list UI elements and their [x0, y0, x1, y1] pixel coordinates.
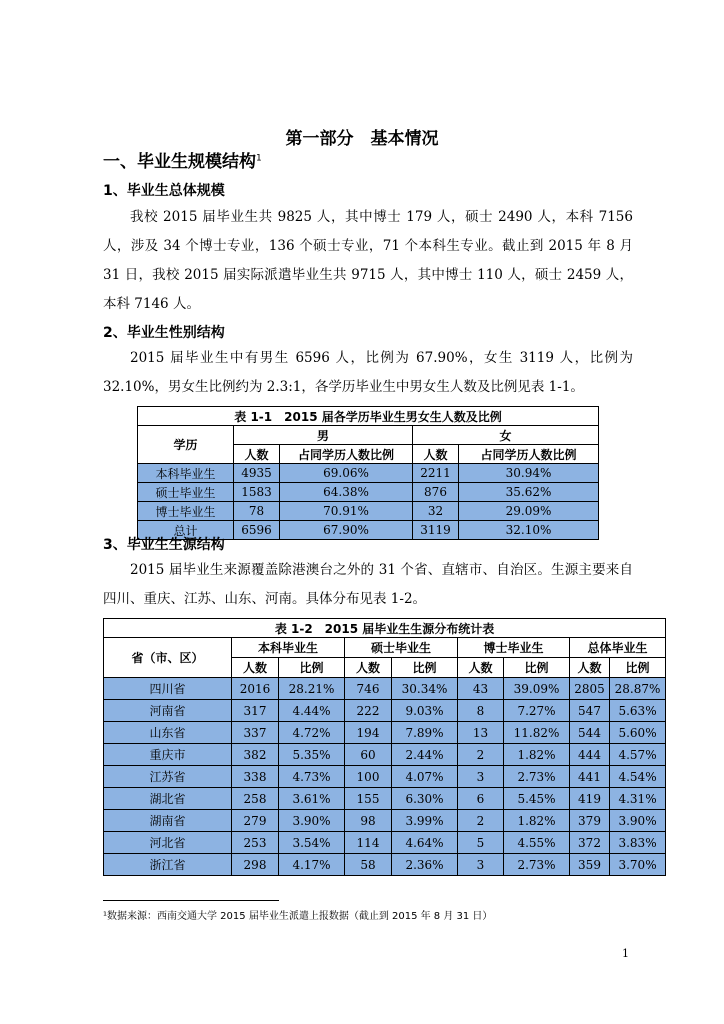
table-cell: 43: [458, 678, 504, 700]
subheading-overall-scale: 1、毕业生总体规模: [103, 183, 225, 199]
table-cell: 3.90%: [279, 810, 345, 832]
table2-header-undergrad: 本科毕业生: [232, 638, 345, 658]
table-cell: 372: [570, 832, 610, 854]
table-row: [104, 766, 666, 788]
table-cell: 5.60%: [610, 722, 666, 744]
table2-header-ratio: 比例: [392, 658, 458, 678]
table-cell: 222: [345, 700, 392, 722]
subheading-gender-structure: 2、毕业生性别结构: [103, 325, 225, 341]
subheading-source-structure: 3、毕业生生源结构: [103, 537, 225, 553]
table-cell: 6596: [234, 521, 280, 540]
table-cell: 9.03%: [392, 700, 458, 722]
table-cell: 253: [232, 832, 279, 854]
table-cell: 317: [232, 700, 279, 722]
table-cell: 441: [570, 766, 610, 788]
table-cell: 博士毕业生: [138, 502, 234, 521]
page-title: 第一部分 基本情况: [285, 129, 439, 149]
table-cell: 114: [345, 832, 392, 854]
table-row: [138, 502, 599, 521]
table1-header-female-count: 人数: [413, 445, 459, 464]
table1-caption: 表 1-1 2015 届各学历毕业生男女生人数及比例: [138, 407, 599, 426]
table-cell: 8: [458, 700, 504, 722]
table-cell: 337: [232, 722, 279, 744]
table-cell: 江苏省: [104, 766, 232, 788]
paragraph-gender-structure: 2015 届毕业生中有男生 6596 人，比例为 67.90%，女生 3119 人，比例为 32.10%，男女生比例约为 2.3:1，各学历毕业生中男女生人数及比例见表 1-1。: [103, 350, 633, 395]
table-cell: 3.70%: [610, 854, 666, 876]
table-cell: 3.99%: [392, 810, 458, 832]
table-cell: 3: [458, 854, 504, 876]
table-row: [104, 854, 666, 876]
table-cell: 547: [570, 700, 610, 722]
table-cell: 35.62%: [459, 483, 599, 502]
table-cell: 2805: [570, 678, 610, 700]
table-cell: 本科毕业生: [138, 464, 234, 483]
table-cell: 总计: [138, 521, 234, 540]
table-cell: 98: [345, 810, 392, 832]
table-source-distribution: [103, 618, 666, 876]
table-cell: 4.17%: [279, 854, 345, 876]
footnote: ¹数据来源：西南交通大学 2015 届毕业生派遣上报数据（截止到 2015 年 8 月 31 日）: [103, 911, 493, 922]
table-cell: 5.35%: [279, 744, 345, 766]
table-cell: 379: [570, 810, 610, 832]
table2-header-ratio: 比例: [279, 658, 345, 678]
table1-header-degree: 学历: [138, 426, 234, 464]
table-cell: 4.73%: [279, 766, 345, 788]
table-row: [138, 483, 599, 502]
table-cell: 山东省: [104, 722, 232, 744]
table-cell: 2.73%: [504, 766, 570, 788]
table-cell: 4.72%: [279, 722, 345, 744]
table-cell: 2: [458, 744, 504, 766]
table-cell: 2.73%: [504, 854, 570, 876]
table-cell: 6.30%: [392, 788, 458, 810]
table-cell: 279: [232, 810, 279, 832]
page-number: 1: [622, 947, 629, 960]
table-cell: 13: [458, 722, 504, 744]
table-cell: 876: [413, 483, 459, 502]
table-cell: 28.21%: [279, 678, 345, 700]
table-cell: 298: [232, 854, 279, 876]
table-cell: 3.83%: [610, 832, 666, 854]
table-cell: 湖北省: [104, 788, 232, 810]
table-cell: 419: [570, 788, 610, 810]
table-cell: 64.38%: [280, 483, 413, 502]
table-cell: 5.45%: [504, 788, 570, 810]
table-cell: 67.90%: [280, 521, 413, 540]
table-cell: 3.90%: [610, 810, 666, 832]
table-cell: 60: [345, 744, 392, 766]
table-cell: 544: [570, 722, 610, 744]
table-cell: 4935: [234, 464, 280, 483]
table-cell: 70.91%: [280, 502, 413, 521]
table-cell: 2.44%: [392, 744, 458, 766]
table-cell: 1583: [234, 483, 280, 502]
table-cell: 69.06%: [280, 464, 413, 483]
table-cell: 3: [458, 766, 504, 788]
table-cell: 4.64%: [392, 832, 458, 854]
table-cell: 浙江省: [104, 854, 232, 876]
table-cell: 100: [345, 766, 392, 788]
table-cell: 5.63%: [610, 700, 666, 722]
table-cell: 58: [345, 854, 392, 876]
table-cell: 32: [413, 502, 459, 521]
table-cell: 7.27%: [504, 700, 570, 722]
table1-header-female-ratio: 占同学历人数比例: [459, 445, 599, 464]
table-cell: 4.55%: [504, 832, 570, 854]
table2-header-count: 人数: [232, 658, 279, 678]
table-row: [104, 788, 666, 810]
table-row: [104, 722, 666, 744]
section-heading-scale: 一、毕业生规模结构$^1$: [103, 152, 262, 172]
table2-header-count: 人数: [458, 658, 504, 678]
table-cell: 78: [234, 502, 280, 521]
table-cell: 7.89%: [392, 722, 458, 744]
table-cell: 258: [232, 788, 279, 810]
table-row: [104, 700, 666, 722]
table-row: [104, 744, 666, 766]
table-cell: 重庆市: [104, 744, 232, 766]
table-cell: 32.10%: [459, 521, 599, 540]
table1-header-female: 女: [413, 426, 599, 445]
table-cell: 河南省: [104, 700, 232, 722]
table2-header-count: 人数: [570, 658, 610, 678]
table-row: [138, 464, 599, 483]
table-cell: 11.82%: [504, 722, 570, 744]
table-cell: 1.82%: [504, 744, 570, 766]
table-cell: 4.44%: [279, 700, 345, 722]
table-cell: 2211: [413, 464, 459, 483]
table-cell: 4.54%: [610, 766, 666, 788]
table-cell: 4.07%: [392, 766, 458, 788]
table-gender-by-degree: [137, 406, 599, 540]
table-cell: 2: [458, 810, 504, 832]
table-cell: 28.87%: [610, 678, 666, 700]
table-cell: 四川省: [104, 678, 232, 700]
table2-caption: 表 1-2 2015 届毕业生生源分布统计表: [104, 619, 666, 638]
table-cell: 30.34%: [392, 678, 458, 700]
table-cell: 6: [458, 788, 504, 810]
paragraph-overall-scale: 我校 2015 届毕业生共 9825 人，其中博士 179 人，硕士 2490 人，本科 7156 人，涉及 34 个博士专业，136 个硕士专业，71 个本科生专业。截止到 2015 年 8 月 31 日，我校 2015 届实际派遣毕业生共 9715 人，其中博士 110 人，硕士 2459 人，本科 7146 人。: [103, 209, 633, 312]
table2-header-count: 人数: [345, 658, 392, 678]
table-cell: 359: [570, 854, 610, 876]
table2-header-master: 硕士毕业生: [345, 638, 458, 658]
table-cell: 29.09%: [459, 502, 599, 521]
table-cell: 4.57%: [610, 744, 666, 766]
table2-header-doctor: 博士毕业生: [458, 638, 570, 658]
table-row: [104, 832, 666, 854]
table-cell: 155: [345, 788, 392, 810]
table-cell: 湖南省: [104, 810, 232, 832]
table-cell: 30.94%: [459, 464, 599, 483]
table-row: [104, 810, 666, 832]
table-cell: 444: [570, 744, 610, 766]
table-cell: 5: [458, 832, 504, 854]
table1-header-male: 男: [234, 426, 413, 445]
table-cell: 2.36%: [392, 854, 458, 876]
table-cell: 硕士毕业生: [138, 483, 234, 502]
table2-header-ratio: 比例: [504, 658, 570, 678]
table2-header-ratio: 比例: [610, 658, 666, 678]
footnote-marker: 1: [256, 153, 262, 164]
table-cell: 3119: [413, 521, 459, 540]
table1-header-male-ratio: 占同学历人数比例: [280, 445, 413, 464]
table-cell: 2016: [232, 678, 279, 700]
table-cell: 39.09%: [504, 678, 570, 700]
table-cell: 1.82%: [504, 810, 570, 832]
table-row: [104, 678, 666, 700]
table-cell: 河北省: [104, 832, 232, 854]
footnote-divider: [103, 900, 279, 901]
table2-header-region: 省（市、区）: [104, 638, 232, 678]
paragraph-source-structure: 2015 届毕业生来源覆盖除港澳台之外的 31 个省、直辖市、自治区。生源主要来自四川、重庆、江苏、山东、河南。具体分布见表 1-2。: [103, 562, 633, 607]
table-cell: 194: [345, 722, 392, 744]
table2-header-total: 总体毕业生: [570, 638, 666, 658]
table-cell: 338: [232, 766, 279, 788]
table-cell: 4.31%: [610, 788, 666, 810]
table-cell: 3.61%: [279, 788, 345, 810]
table-cell: 746: [345, 678, 392, 700]
table-cell: 382: [232, 744, 279, 766]
table-cell: 3.54%: [279, 832, 345, 854]
table1-header-male-count: 人数: [234, 445, 280, 464]
